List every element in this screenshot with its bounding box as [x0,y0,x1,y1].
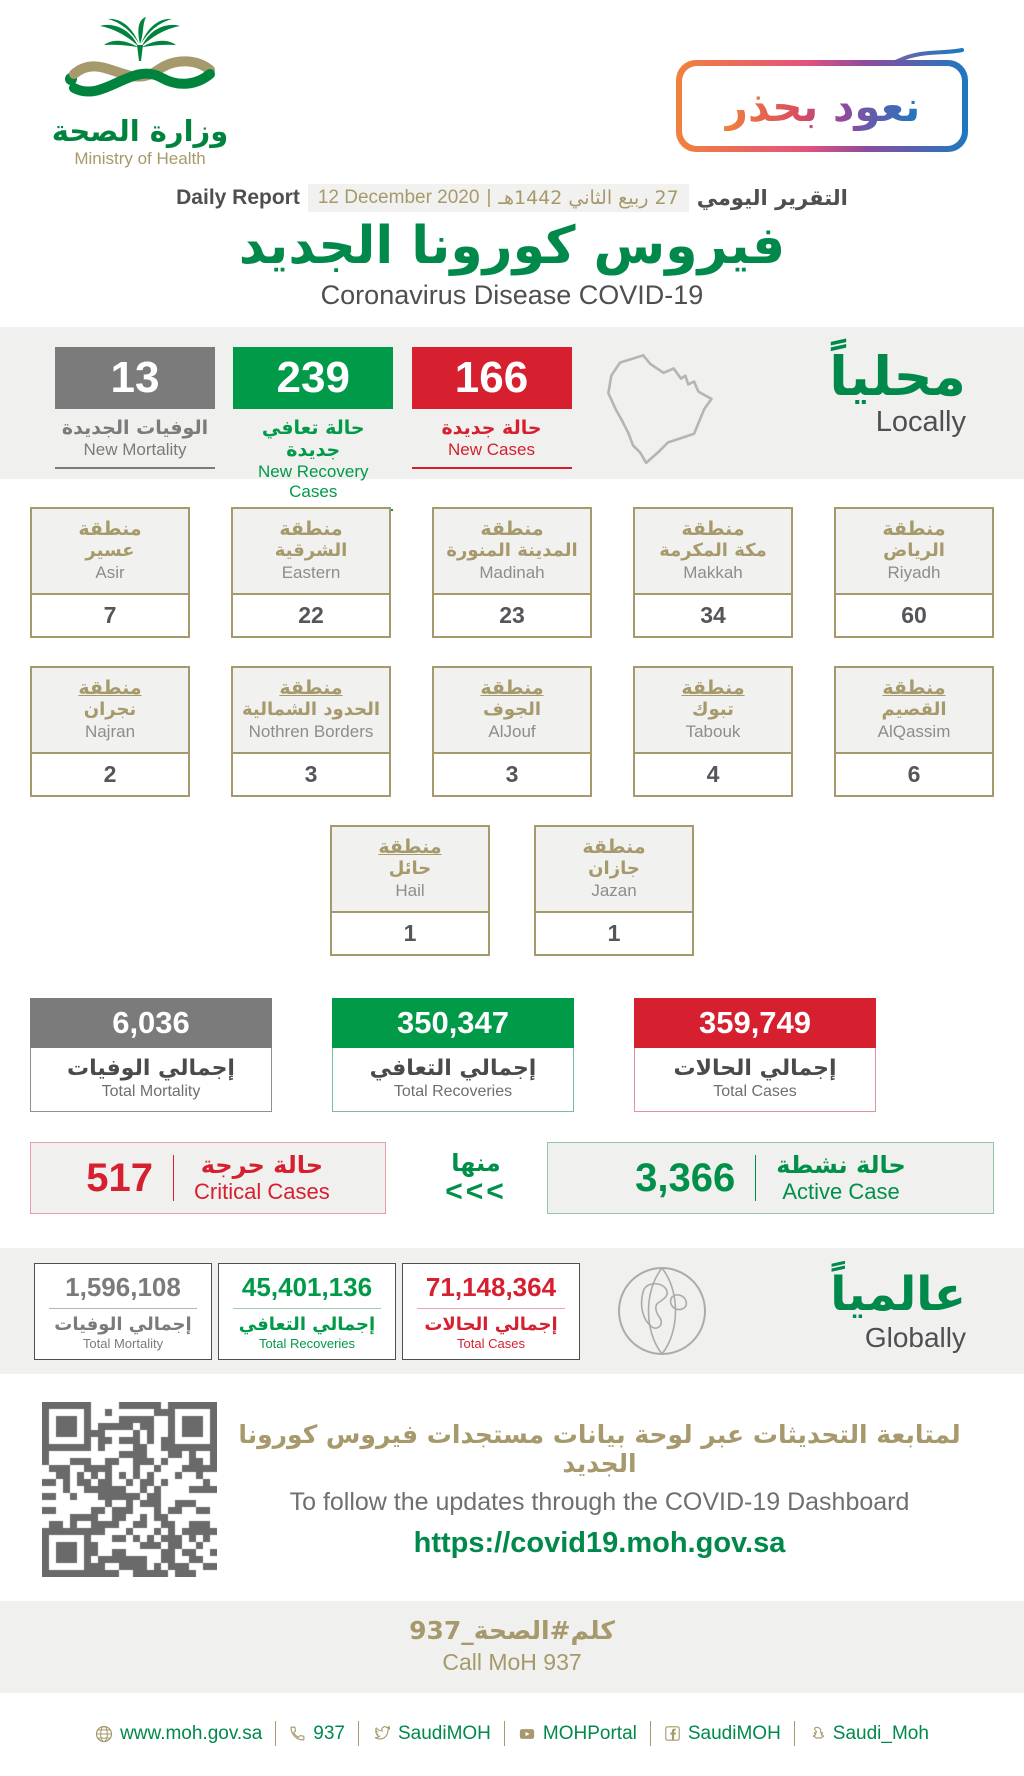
youtube-icon [518,1725,536,1743]
phone-icon [289,1725,306,1742]
region-name-ar: مكة المكرمة [659,540,767,561]
critical-active-row [30,1142,994,1214]
locally-label-en: Locally [875,406,966,439]
footer-link-label: SaudiMOH [687,1722,781,1744]
region-name-ar: الحدود الشمالية [241,699,381,720]
divider [504,1721,505,1746]
total-cases-value: 359,749 [634,998,876,1048]
region-name-en: Riyadh [887,563,941,582]
region-box-aljouf [432,666,592,797]
total-cases-label-ar: إجمالي الحالات [673,1056,837,1081]
region-value: 3 [233,752,389,795]
new-cases-label-en: New Cases [412,440,572,469]
call-band [0,1601,1024,1693]
of-which-indicator [430,1149,522,1207]
footer-link-label: MOHPortal [542,1722,637,1744]
page-title-ar: فيروس كورونا الجديد [238,216,786,276]
region-name-ar: المدينة المنورة [446,540,578,561]
region-name-ar: عسير [85,540,135,561]
footer-link-label: www.moh.gov.sa [120,1722,263,1744]
regions-row-2 [30,666,994,797]
footer-link-twitter[interactable] [372,1723,491,1745]
new-cases-stat [412,347,572,469]
footer-link-website[interactable] [95,1723,262,1745]
region-name-en: Madinah [479,563,545,582]
global-mortality-label-ar: إجمالي الوفيات [54,1313,192,1335]
divider [358,1721,359,1746]
region-box-jazan [534,825,694,956]
region-name-en: Nothren Borders [248,722,374,741]
region-name-en: Makkah [683,563,743,582]
date-box [308,184,689,212]
region-value: 60 [836,593,992,636]
call-label-en: Call MoH 937 [442,1649,582,1675]
report-line [0,184,1024,212]
region-box-riyadh [834,507,994,638]
globally-label-en: Globally [864,1322,966,1354]
divider [755,1155,756,1201]
total-recoveries-label-ar: إجمالي التعافي [369,1056,537,1081]
page-title-en: Coronavirus Disease COVID-19 [320,280,704,310]
region-word: منطقة [882,677,946,699]
date-gregorian: 12 December 2020 [317,187,480,208]
region-name-en: AlJouf [488,722,536,741]
locally-label-ar: محلياً [829,345,966,408]
region-name-en: Eastern [281,563,341,582]
region-word: منطقة [480,677,544,699]
region-value: 1 [536,911,692,954]
saudi-arabia-map-icon [590,351,740,473]
region-name-en: Hail [395,881,425,900]
region-word: منطقة [378,836,442,858]
active-label-ar: حالة نشطة [776,1151,906,1179]
region-value: 23 [434,593,590,636]
global-mortality-box [34,1263,212,1360]
regions-row-3 [30,825,994,956]
region-value: 7 [32,593,188,636]
total-mortality-value: 6,036 [30,998,272,1048]
footer-link-phone[interactable] [289,1723,345,1745]
global-cases-label-en: Total Cases [457,1335,525,1351]
region-word: منطقة [681,677,745,699]
footer-link-youtube[interactable] [518,1723,637,1745]
new-mortality-label-en: New Mortality [55,440,215,469]
region-name-ar: الرياض [883,540,945,561]
regions-row-1 [30,507,994,638]
globe-icon [95,1725,113,1743]
region-name-ar: حائل [388,858,432,879]
active-cases-box [547,1142,994,1214]
region-name-ar: نجران [83,699,137,720]
region-name-ar: الشرقية [274,540,348,561]
new-recovery-label-ar: حالة تعافي جديدة [261,417,365,461]
region-box-madinah [432,507,592,638]
region-word: منطقة [582,836,646,858]
global-cases-label-ar: إجمالي الحالات [424,1313,558,1335]
region-word: منطقة [78,677,142,699]
global-cases-value: 71,148,364 [425,1271,557,1302]
region-box-alqassim [834,666,994,797]
new-cases-label-ar: حالة جديدة [441,417,542,439]
region-value: 22 [233,593,389,636]
footer-link-snapchat[interactable] [808,1723,929,1745]
daily-report-label: Daily Report [176,186,300,209]
dashboard-section [42,1402,982,1577]
facebook-icon [664,1725,681,1742]
badge-label: نعود بحذر [723,81,921,131]
region-word: منطقة [78,518,142,540]
region-word: منطقة [279,677,343,699]
global-cases-box [402,1263,580,1360]
divider [49,1308,197,1309]
dashboard-line-en: To follow the updates through the COVID-19 Dashboard [289,1487,910,1516]
region-value: 4 [635,752,791,795]
global-recoveries-label-en: Total Recoveries [258,1335,356,1351]
region-box-makkah [633,507,793,638]
regions-grid [30,507,994,956]
footer-link-label: 937 [313,1722,345,1744]
new-recovery-stat [233,347,393,511]
total-mortality-box [30,998,272,1112]
dashboard-text [217,1420,982,1560]
new-mortality-stat [55,347,215,469]
twitter-icon [372,1724,391,1743]
palm-swords-icon [60,16,220,108]
region-name-ar: تبوك [692,699,734,720]
divider [650,1721,651,1746]
region-box-eastern [231,507,391,638]
active-value: 3,366 [635,1155,736,1200]
new-recovery-label-en: New Recovery Cases [233,462,393,511]
date-separator: | [486,187,492,208]
global-mortality-value: 1,596,108 [65,1271,181,1302]
region-name-en: Jazan [591,881,637,900]
daily-report-label-ar: التقرير اليومي [696,186,848,210]
logo-english-wordmark: Ministry of Health [74,149,206,168]
global-recoveries-value: 45,401,136 [241,1271,373,1302]
divider [275,1721,276,1746]
globally-label-ar: عالمياً [830,1266,966,1322]
region-word: منطقة [480,518,544,540]
return-with-caution-badge [676,48,968,152]
local-heading [758,347,966,439]
region-box-northern-borders [231,666,391,797]
region-value: 3 [434,752,590,795]
region-value: 6 [836,752,992,795]
region-box-asir [30,507,190,638]
global-recoveries-box [218,1263,396,1360]
critical-label-en: Critical Cases [194,1179,330,1204]
global-recoveries-label-ar: إجمالي التعافي [238,1313,376,1335]
total-recoveries-label-en: Total Recoveries [393,1083,513,1100]
chevrons-left-icon: <<< [445,1175,507,1208]
region-name-en: Najran [84,722,136,741]
global-mortality-label-en: Total Mortality [82,1335,164,1351]
new-mortality-value: 13 [55,347,215,409]
region-box-tabouk [633,666,793,797]
footer-link-label: SaudiMOH [397,1722,491,1744]
total-cases-label-en: Total Cases [713,1083,797,1100]
header [0,0,1024,172]
region-word: منطقة [279,518,343,540]
region-value: 34 [635,593,791,636]
active-label-en: Active Case [782,1179,900,1204]
region-box-najran [30,666,190,797]
divider [417,1308,565,1309]
date-hijri: 27 ربيع الثاني 1442هـ [498,187,679,209]
region-name-en: Tabouk [685,722,741,741]
local-totals-row [30,998,1024,1112]
region-name-ar: جازان [588,858,640,879]
footer-link-facebook[interactable] [664,1723,781,1745]
footer-link-label: Saudi_Moh [832,1722,929,1744]
of-which-label: منها [451,1149,501,1177]
total-mortality-label-ar: إجمالي الوفيات [67,1056,235,1081]
divider [173,1155,174,1201]
globe-icon [614,1263,710,1359]
critical-cases-box [30,1142,386,1214]
total-cases-box [634,998,876,1112]
snapchat-icon [808,1725,826,1743]
local-summary-band [0,327,1024,501]
region-name-ar: القصيم [881,699,947,720]
region-name-en: Asir [95,563,125,582]
region-box-hail [330,825,490,956]
total-recoveries-box [332,998,574,1112]
region-value: 1 [332,911,488,954]
moh-logo [50,16,230,169]
divider [233,1308,381,1309]
region-name-ar: الجوف [482,699,542,720]
critical-value: 517 [86,1155,154,1200]
region-name-en: AlQassim [877,722,951,741]
region-value: 2 [32,752,188,795]
new-recovery-value: 239 [233,347,393,409]
call-hashtag-ar: كلم#الصحة_937 [409,1616,615,1645]
new-mortality-label-ar: الوفيات الجديدة [61,417,209,439]
qr-code [42,1402,217,1577]
footer-links [0,1721,1024,1746]
region-word: منطقة [882,518,946,540]
divider [794,1721,795,1746]
global-heading [830,1268,966,1354]
region-word: منطقة [681,518,745,540]
total-recoveries-value: 350,347 [332,998,574,1048]
badge-frame [676,60,968,152]
total-mortality-label-en: Total Mortality [101,1083,201,1100]
critical-label-ar: حالة حرجة [200,1151,324,1179]
global-summary-band [0,1248,1024,1374]
new-cases-value: 166 [412,347,572,409]
dashboard-url-link[interactable]: https://covid19.moh.gov.sa [413,1526,786,1559]
logo-arabic-wordmark: وزارة الصحة [51,114,229,148]
dashboard-line-ar: لمتابعة التحديثات عبر لوحة بيانات مستجدات فيروس كورونا الجديد [238,1419,961,1478]
